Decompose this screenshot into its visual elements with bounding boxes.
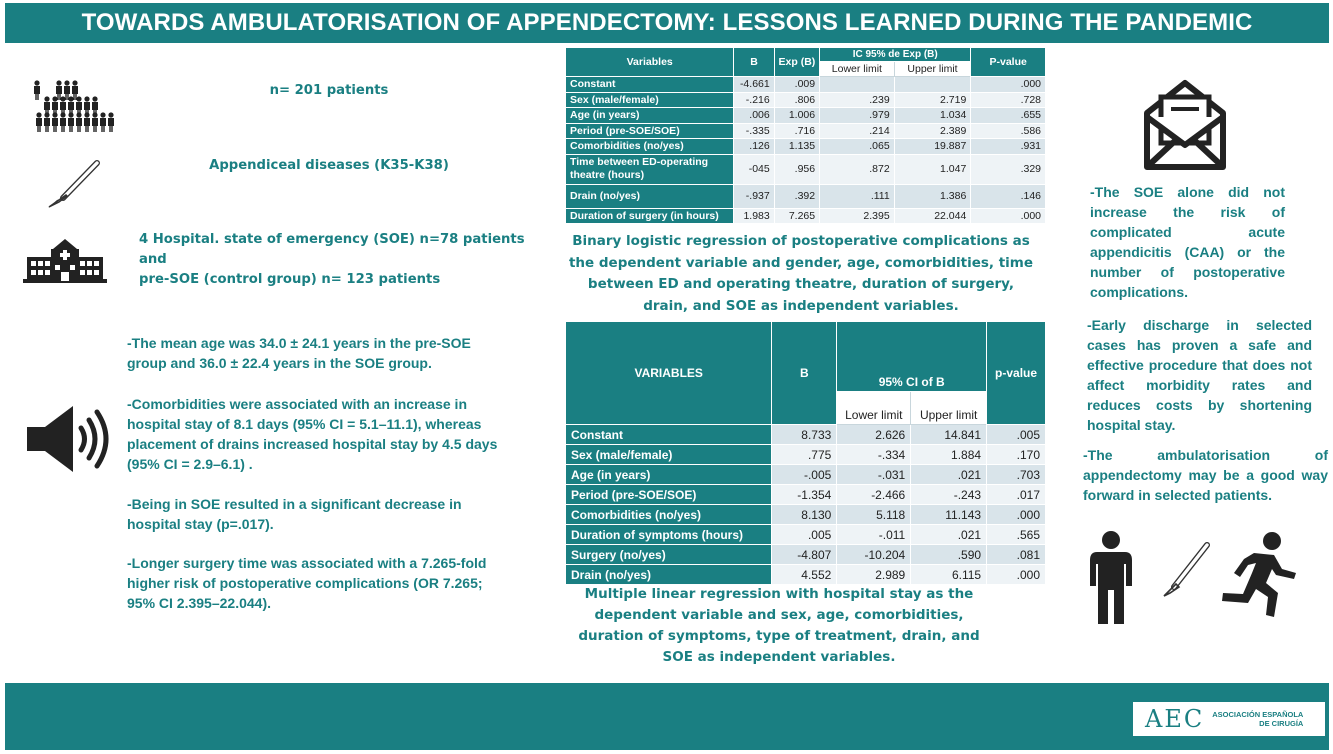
col-lower-limit: Lower limit — [837, 392, 911, 425]
col-b: B — [772, 322, 837, 425]
col-p-value: p-value — [987, 322, 1046, 425]
table-row: Constant 8.733 2.626 14.841 .005 — [566, 425, 1046, 445]
logo-text: ASOCIACIÓN ESPAÑOLA DE CIRUGÍA — [1212, 710, 1304, 728]
table-row: Age (in years) -.005 -.031 .021 .703 — [566, 465, 1046, 485]
table-row: Constant -4.661 .009 .000 — [566, 77, 1046, 93]
col-variables: Variables — [566, 48, 734, 77]
group-of-people-icon — [33, 80, 115, 132]
running-person-icon — [1218, 531, 1300, 621]
col-exp-b: Exp (B) — [774, 48, 819, 77]
table-row: Comorbidities (no/yes) 8.130 5.118 11.143 .000 — [566, 505, 1046, 525]
conclusion-soe-risk: -The SOE alone did not increase the risk of complicated acute appendicitis (CAA) or the number of postoperative complications. — [1090, 184, 1285, 300]
finding-comorbidities: -Comorbidities were associated with an increase in hospital stay of 8.1 days (95% CI = 5.1–11.1), whereas placement of drains increased hospital stay by 4.5 days (95% CI = 2.9–6.1) . — [127, 396, 498, 472]
table1-caption: Binary logistic regression of postoperative complications as the dependent variable and gender, age, comorbidities, time between ED and operating theatre, duration of surgery, drain, and SOE as independent variables. — [568, 233, 1034, 314]
col-lower-limit: Lower limit — [820, 62, 895, 77]
standing-person-icon — [1087, 530, 1135, 626]
conclusion-early-discharge: -Early discharge in selected cases has proven a safe and effective procedure that does not affect morbidity rates and reduces costs by shortening hospital stay. — [1087, 317, 1312, 433]
table-row: Drain (no/yes) -.937 .392 .111 1.386 .146 — [566, 184, 1046, 208]
logistic-regression-table — [565, 47, 1046, 224]
table-row: Period (pre-SOE/SOE) -1.354 -2.466 -.243 .017 — [566, 485, 1046, 505]
table-row: Duration of symptoms (hours) .005 -.011 .021 .565 — [566, 525, 1046, 545]
footer-band — [5, 683, 1329, 750]
table-row: Period (pre-SOE/SOE) -.335 .716 .214 2.389 .586 — [566, 123, 1046, 139]
scalpel-icon — [1160, 541, 1212, 599]
table-row: Age (in years) .006 1.006 .979 1.034 .655 — [566, 108, 1046, 124]
col-ic95: IC 95% de Exp (B) — [820, 48, 971, 62]
finding-mean-age: -The mean age was 34.0 ± 24.1 years in the pre-SOE group and 36.0 ± 22.4 years in the SOE group. — [127, 335, 471, 371]
table-row: Drain (no/yes) 4.552 2.989 6.115 .000 — [566, 565, 1046, 585]
conclusion-ambulatorisation: -The ambulatorisation of appendectomy may be a good way forward in selected patients. — [1083, 447, 1328, 503]
title-banner — [5, 3, 1329, 43]
col-upper-limit: Upper limit — [894, 62, 971, 77]
open-envelope-icon — [1143, 79, 1227, 171]
table-row: Time between ED-operating theatre (hours) -045 .956 .872 1.047 .329 — [566, 154, 1046, 184]
col-b: B — [734, 48, 774, 77]
table-row: Surgery (no/yes) -4.807 -10.204 .590 .081 — [566, 545, 1046, 565]
poster-title: TOWARDS AMBULATORISATION OF APPENDECTOMY: LESSONS LEARNED DURING THE PANDEMIC — [81, 9, 1253, 36]
table-row: Duration of surgery (in hours) 1.983 7.265 2.395 22.044 .000 — [566, 208, 1046, 224]
speaker-icon — [25, 404, 111, 474]
table2-caption: Multiple linear regression with hospital stay as the dependent variable and sex, age, comorbidities, duration of symptoms, type of treatment, drain, and SOE as independent variables. — [578, 586, 980, 665]
hospital-soe-info: 4 Hospital. state of emergency (SOE) n=78 patients and pre-SOE (control group) n= 123 patients — [139, 232, 525, 287]
patients-count: n= 201 patients — [269, 83, 389, 98]
col-upper-limit: Upper limit — [911, 392, 987, 425]
col-ci95: 95% CI of B — [837, 322, 987, 392]
aec-logo — [1133, 702, 1325, 736]
linear-regression-table — [565, 321, 1046, 585]
table-row: Sex (male/female) -.216 .806 .239 2.719 .728 — [566, 92, 1046, 108]
scalpel-icon — [45, 160, 101, 210]
logo-mark: AEC — [1145, 705, 1205, 733]
table-row: Sex (male/female) .775 -.334 1.884 .170 — [566, 445, 1046, 465]
finding-soe-stay: -Being in SOE resulted in a significant decrease in hospital stay (p=.017). — [127, 496, 462, 532]
diseases-label: Appendiceal diseases (K35-K38) — [209, 158, 449, 173]
table-row: Comorbidities (no/yes) .126 1.135 .065 19.887 .931 — [566, 139, 1046, 155]
col-variables: VARIABLES — [566, 322, 772, 425]
finding-surgery-time: -Longer surgery time was associated with a 7.265-fold higher risk of postoperative complications (OR 7.265; 95% CI 2.395–22.044). — [127, 555, 487, 611]
col-p-value: P-value — [971, 48, 1046, 77]
hospital-building-icon — [23, 235, 107, 283]
